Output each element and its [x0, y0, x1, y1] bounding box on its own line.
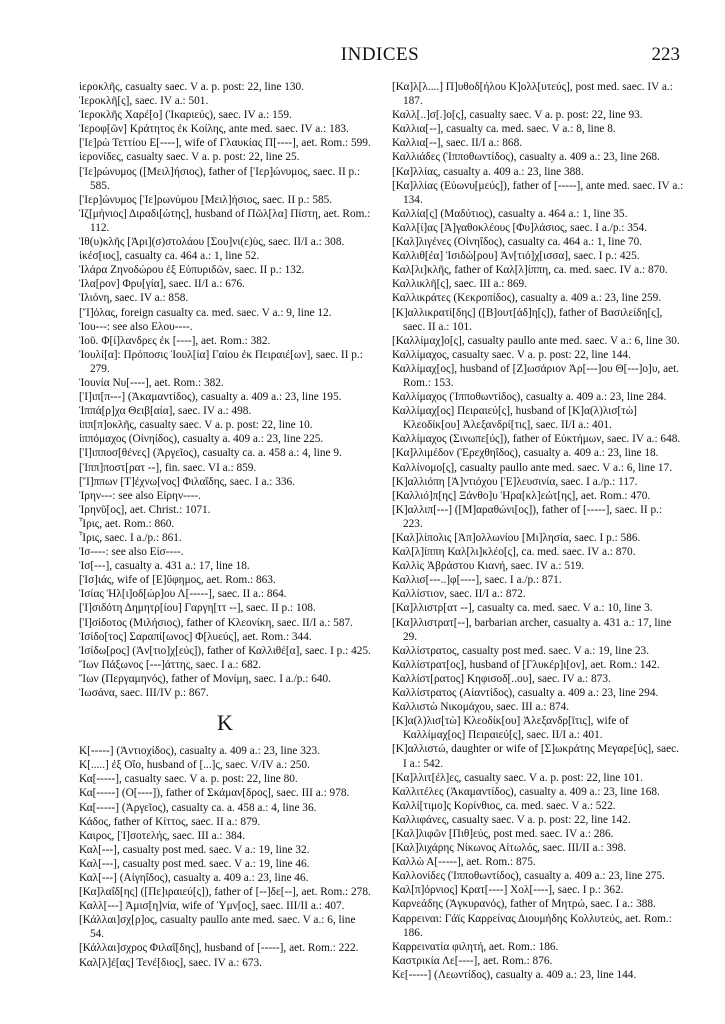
running-title: INDICES: [340, 44, 420, 65]
index-entry: Ἴων (Περγαμηνός), father of Μονίμη, saec. I a./p.: 640.: [79, 672, 331, 685]
index-entry: Ἰρηνῦ[ος], aet. Christ.: 1071.: [79, 503, 211, 516]
index-entry: Ἰσ----: see also Εἰσ----.: [79, 546, 184, 559]
index-entry: [Ἱε]ρὼ Τεττίου Ε[----], wife of Γλαυκίας Π[----], aet. Rom.: 599.: [79, 137, 371, 150]
index-entry: Καλλικλῆ[ς], saec. III a.: 869.: [392, 278, 528, 291]
index-entry: Καλλ[ί]ας [Ἀ]γαθοκλέους [Φυ]λάσιος, saec. I a./p.: 354.: [392, 221, 648, 234]
index-entry: [Κα]λλίας, casualty a. 409 a.: 23, line 388.: [392, 165, 584, 178]
index-entry: Καστρικία Λε[----], aet. Rom.: 876.: [392, 954, 553, 967]
index-entry: Ἱεροκλῆ[ς], saec. IV a.: 501.: [79, 95, 209, 108]
index-entry: ἱερονίδες, casualty saec. V a. p. post: 22, line 25.: [79, 151, 300, 164]
index-entry: [Ἱ]ιπποσ[θένες] (Ἀργεῖος), casualty ca. a. 458 a.: 4, line 9.: [79, 447, 342, 460]
index-entry: [Κ]αλλιόπη [Ἀ]ντιόχου [Ἐ]λευσινία, saec. I a./p.: 117.: [392, 475, 638, 488]
index-entry: Καρνεάδης (Ἀγκυρανός), father of Μητρώ, saec. I a.: 388.: [392, 898, 656, 911]
index-entry: Καλλὼ Α[-----], aet. Rom.: 875.: [392, 856, 536, 869]
index-entry: Καρρεινατία φιλητή, aet. Rom.: 186.: [392, 940, 559, 953]
index-entry: Ἰοῦ. Φ[ί]λανδρες ἐκ [----], aet. Rom.: 382.: [79, 334, 271, 347]
index-entry: Ἶρις, aet. Rom.: 860.: [79, 517, 175, 530]
index-entry: Καλλίμαχος, casualty saec. V a. p. post: 22, line 144.: [392, 348, 631, 361]
index-entry: [Καλ]λιγένες (Οἰνηΐδος), casualty ca. 464 a.: 1, line 70.: [392, 236, 643, 249]
index-entry: Καλλίστιον, saec. II/I a.: 872.: [392, 588, 526, 601]
index-entry: Ἱεροκλῆς Χαρέ[ο] (Ἰκαριεύς), saec. IV a.: 159.: [79, 109, 292, 122]
index-entry: [Καλ]λιφῶν [Πιθ]εύς, post med. saec. IV a.: 286.: [392, 827, 614, 840]
index-entry: [Κα]λ[λ....] Π]υθοδ[ήλου Κ]ολλ[υτεύς], post med. saec. IV a.: 187.: [392, 81, 673, 108]
index-entry: Κα[-----] (Ο[----]), father of Σκάμαν[δρος], saec. III a.: 978.: [79, 787, 350, 800]
index-entry: [Κ]αλλικρατί[δης] ([Β]ουτ[άδ]η[ς]), father of Βασιλείδη[ς], saec. II a.: 101.: [392, 306, 663, 333]
index-entry: Κ[-----] (Ἀντιοχίδος), casualty a. 409 a.: 23, line 323.: [79, 745, 321, 758]
index-entry: Καλλ[---] Ἀμισ[η]νία, wife of Ὑμν[ος], saec. III/II a.: 407.: [79, 900, 345, 913]
index-entry: [Κα]λλιτ[έλ]ες, casualty saec. V a. p. post: 22, line 101.: [392, 771, 643, 784]
index-entry: ἱκέσ[ιος], casualty ca. 464 a.: 1, line 52.: [79, 250, 260, 263]
index-entry: [Ἱε]ρώνυμος ([Μειλ]ήσιος), father of [Ἱερ]ώνυμος, saec. II p.: 585.: [79, 165, 361, 192]
index-entry: Κ[.....] ἐξ Οἴο, husband of [...]ς, saec. V/IV a.: 250.: [79, 759, 310, 772]
right-column: [392, 80, 684, 982]
index-entry: ἱεροκλῆς, casualty saec. V a. p. post: 22, line 130.: [79, 81, 304, 93]
index-entry: [Κ]α(λ)λισ[τὼ] Κλεοδίκ[ου] Ἀλεξανδρ[ῖτις], wife of Καλλίμαχ[ος] Πειραιεύ[ς], saec. II/I a.: 401.: [392, 715, 629, 742]
index-entry: [Ἴ]όλας, foreign casualty ca. med. saec. V a.: 9, line 12.: [79, 306, 332, 319]
index-entry: Ἰου---: see also Ελου----.: [79, 320, 193, 333]
index-entry: [Ἰ]σίδοτος (Μιλήσιος), father of Κλεονίκη, saec. II/I a.: 587.: [79, 616, 353, 629]
index-entry: [Καλ]λίπολις [Ἀπ]ολλωνίου [Μι]λησία, saec. I p.: 586.: [392, 532, 641, 544]
index-entry: [Κ]αλλιστώ, daughter or wife of [Σ]ωκράτης Μεγαρε[ύς], saec. I a.: 542.: [392, 743, 679, 770]
index-entry: Καλλίμαχος (Σινωπε[ύς]), father of Εὐκτήμων, saec. IV a.: 648.: [392, 433, 681, 446]
index-entry: ἱππ[π]οκλῆς, casualty saec. V a. p. post: 22, line 10.: [79, 419, 313, 432]
index-entry: Ἰωσάνα, saec. III/IV p.: 867.: [79, 687, 209, 700]
index-entry: Καλλίμαχος (Ἱπποθωντίδος), casualty a. 409 a.: 23, line 284.: [392, 391, 667, 404]
index-entry: [Ἱππ]ποστ[ρατ --], fin. saec. VI a.: 859.: [79, 461, 257, 474]
index-entry: Καλλ[..]σ[.]ο[ς], casualty saec. V a. p. post: 22, line 93.: [392, 109, 643, 122]
index-entry: Καλλιάδες (Ἱπποθωντίδος), casualty a. 409 a.: 23, line 268.: [392, 151, 660, 164]
index-entry: Ἰρην---: see also Εἰρην----.: [79, 489, 201, 502]
index-entry: Καλ[---], casualty post med. saec. V a.: 19, line 46.: [79, 857, 310, 870]
index-entry: Ἱλάρα Ζηνοδώρου ἐξ Εὐπυριδῶν, saec. II p.: 132.: [79, 264, 305, 277]
index-entry: [Κα]λλιστρατ[--], barbarian archer, casualty a. 431 a.: 17, line 29.: [392, 616, 672, 643]
index-entry: Καλ[π]όρνιος] Κρατ[----] Χολ[----], saec. I p.: 362.: [392, 884, 624, 897]
index-entry: Ἰσίδο[τος] Σαραπί[ωνος] Φ[λυεύς], aet. Rom.: 344.: [79, 630, 312, 643]
index-entry: [Κα]λαΐδ[ης] ([Πε]ιραιεύ[ς]), father of [--]δε[--], aet. Rom.: 278.: [79, 886, 371, 899]
page-header: [80, 44, 680, 68]
index-entry: [Κάλλαι]σχ[ρ]ος, casualty paullo ante med. saec. V a.: 6, line 54.: [79, 914, 356, 941]
left-column: [79, 80, 371, 970]
index-entry: Καλλισ[---..]φ[----], saec. I a./p.: 871.: [392, 574, 562, 587]
index-entry: Ἰλιόνη, saec. IV a.: 858.: [79, 292, 189, 305]
index-entry: [Κα]λλίας (Εὐωνυ[μεύς]), father of [-----], ante med. saec. IV a.: 134.: [392, 179, 684, 206]
index-entry: Καλλία[ς] (Μαδύτιος), casualty a. 464 a.: 1, line 35.: [392, 207, 628, 220]
index-entry: [Ἰσ]ιάς, wife of [Ε]ὔφημος, aet. Rom.: 863.: [79, 574, 276, 587]
index-entry: Καλλικράτες (Κεκροπίδος), casualty a. 409 a.: 23, line 259.: [392, 292, 662, 305]
index-entry: Ἰσίδω[ρος] (Ἀν[τιο]χ[εύς]), father of Καλλιθέ[α], saec. I p.: 425.: [79, 644, 371, 657]
index-entry: Ἱεροφ[ῶν] Κράτητος ἐκ Κοίλης, ante med. saec. IV a.: 183.: [79, 123, 349, 136]
index-entry: Ἱππά[ρ]χα Θειβ[αία], saec. IV a.: 498.: [79, 405, 252, 418]
index-entry: [Κα]λλιμέδον (Ἐρεχθηΐδος), casualty a. 409 a.: 23, line 18.: [392, 447, 659, 460]
index-entry: Καλ[λ]ίππη Καλ[λι]κλέο[ς], ca. med. saec. IV a.: 870.: [392, 546, 636, 559]
index-entry: Καλ[λι]κλῆς, father of Καλ[λ]ίππη, ca. med. saec. IV a.: 870.: [392, 264, 668, 277]
index-entry: Κα[-----] (Ἀργεῖος), casualty ca. a. 458 a.: 4, line 36.: [79, 801, 317, 814]
index-entry: Καλλίνομο[ς], casualty paullo ante med. saec. V a.: 6, line 17.: [392, 461, 673, 474]
index-entry: [Κάλλαι]σχρος Φιλαΐ[δης], husband of [-----], aet. Rom.: 222.: [79, 942, 359, 955]
index-entry: [Ἱερ]ώνυμος [Ἱε]ρωνύμου [Μειλ]ήσιος, saec. II p.: 585.: [79, 193, 333, 206]
index-entry: ἱππόμαχος (Οἰνηίδος), casualty a. 409 a.: 23, line 225.: [79, 433, 324, 446]
index-entry: Καλλίμαχ[ος] Πειραιεύ[ς], husband of [Κ]α(λ)λισ[τὼ] Κλεοδίκ[ου] Ἀλεξανδρί[τις], saec. II/I a.: 401.: [392, 405, 637, 432]
index-entry: Καλλιστὼ Νικομάχου, saec. III a.: 874.: [392, 701, 570, 714]
index-entry: [Ἵ]ππων [Τ]έχνω[νος] Φιλαΐδης, saec. I a.: 336.: [79, 475, 296, 488]
index-entry: Ἶρις, saec. I a./p.: 861.: [79, 532, 182, 544]
index-entry: Καλλιφάνες, casualty saec. V a. p. post: 22, line 142.: [392, 813, 631, 826]
index-entry: Ἰσίας Ἡλ[ι]οδ[ώρ]ου Λ[-----], saec. II a.: 864.: [79, 588, 287, 601]
index-entry: Καλλονίδες (Ἱπποθωντίδος), casualty a. 409 a.: 23, line 275.: [392, 870, 665, 883]
index-entry: Καλλίστρατος, casualty post med. saec. V a.: 19, line 23.: [392, 644, 650, 657]
index-entry: Ἰουνία Νυ[----], aet. Rom.: 382.: [79, 376, 224, 389]
index-entry: Ἱζ[μήνιος] Διραδι[ώτης], husband of Πῶλ[λα] Πίστη, aet. Rom.: 112.: [79, 207, 371, 234]
index-entry: Καλλί[τιμο]ς Κορίνθιος, ca. med. saec. V a.: 522.: [392, 799, 616, 812]
index-entry: Κα[-----], casualty saec. V a. p. post: 22, line 80.: [79, 773, 298, 786]
index-entry: Ἴων Πάξωνος [---]άττης, saec. I a.: 682.: [79, 658, 262, 671]
index-entry: Ἰουλί[α]: Πρόποσις Ἰουλ[ία] Γαίου ἐκ Πειραιέ[ων], saec. II p.: 279.: [79, 348, 363, 375]
index-entry: Καλ[---], casualty post med. saec. V a.: 19, line 32.: [79, 843, 310, 856]
index-entry: Καλ[λ]έ[ας] Τενέ[διος], saec. IV a.: 673.: [79, 956, 262, 969]
index-entry: [Καλ]λιχάρης Νίκωνος Αἰτωλός, saec. III/II a.: 398.: [392, 842, 627, 855]
index-entry: Καλλια[--], saec. II/I a.: 868.: [392, 137, 523, 150]
index-entry: Καλλιθ[έα] Ἰσιδώ[ρου] Ἀν[τιό]χ[ισσα], saec. I p.: 425.: [392, 250, 640, 263]
index-entry: Καρρειναι: Γάϊς Καρρείνας Διουμήδης Κολλυτεύς, aet. Rom.: 186.: [392, 912, 672, 939]
index-entry: Ἰθ(υ)κλῆς [Ἀρι](σ)στολάου [Σου]νι(ε)ὺς, saec. II/I a.: 308.: [79, 236, 345, 249]
index-entry: Κε[-----] (Λεωντίδος), casualty a. 409 a.: 23, line 144.: [392, 968, 637, 981]
index-entry: [Ἰ]σιδότη Δημητρ[ίου] Γαργη[ττ --], saec. II p.: 108.: [79, 602, 316, 615]
index-entry: Καλλιτέλες (Ἀκαμαντίδος), casualty a. 409 a.: 23, line 168.: [392, 785, 660, 798]
index-entry: Ἰσ[---], casualty a. 431 a.: 17, line 18.: [79, 560, 250, 573]
index-entry: Καλλὶς Ἀβράστου Κιανή, saec. IV a.: 519.: [392, 560, 585, 573]
index-entry: Κάδος, father of Κίττος, saec. II a.: 879.: [79, 815, 261, 828]
index-entry: Καλλίστρατος (Αἰαντίδος), casualty a. 409 a.: 23, line 294.: [392, 687, 659, 700]
index-entry: Καλλίμαχ[ος], husband of [Ζ]ωσάριον Ἀρ[---]ου Θ[---]ο]υ, aet. Rom.: 153.: [392, 362, 680, 389]
index-entry: Καιρος, [Ἰ]σοτελής, saec. III a.: 384.: [79, 829, 246, 842]
page-number: 223: [651, 44, 680, 65]
index-entry: Ἰλα[ρον] Φρυ[γία], saec. II/I a.: 676.: [79, 278, 245, 291]
section-letter: K: [217, 710, 233, 736]
index-entry: [Κ]αλλιπ[---] ([Μ]αραθώνι[ος]), father of [-----], saec. II p.: 223.: [392, 503, 663, 530]
index-entry: [Καλλίμαχ]ο[ς], casualty paullo ante med. saec. V a.: 6, line 30.: [392, 334, 680, 347]
index-entry: [Κα]λλιστρ[ατ --], casualty ca. med. saec. V a.: 10, line 3.: [392, 602, 653, 615]
index-entry: Καλ[---] (Αἰγηΐδος), casualty a. 409 a.: 23, line 46.: [79, 871, 309, 884]
index-entry: [Ἱ]ιπ[π---] (Ἀκαμαντίδος), casualty a. 409 a.: 23, line 195.: [79, 391, 342, 404]
index-entry: Καλλίστ[ρατος] Κηφισοδ[..ου], saec. IV a.: 873.: [392, 672, 611, 685]
index-entry: [Καλλιό]π[ης] Ξάνθο]υ Ἡρα[κλ]εώτ[ης], aet. Rom.: 470.: [392, 489, 651, 502]
index-entry: Καλλίστρατ[ος], husband of [Γλυκέρ]ι[ον], aet. Rom.: 142.: [392, 658, 660, 671]
index-entry: Καλλια[--], casualty ca. med. saec. V a.: 8, line 8.: [392, 123, 616, 136]
